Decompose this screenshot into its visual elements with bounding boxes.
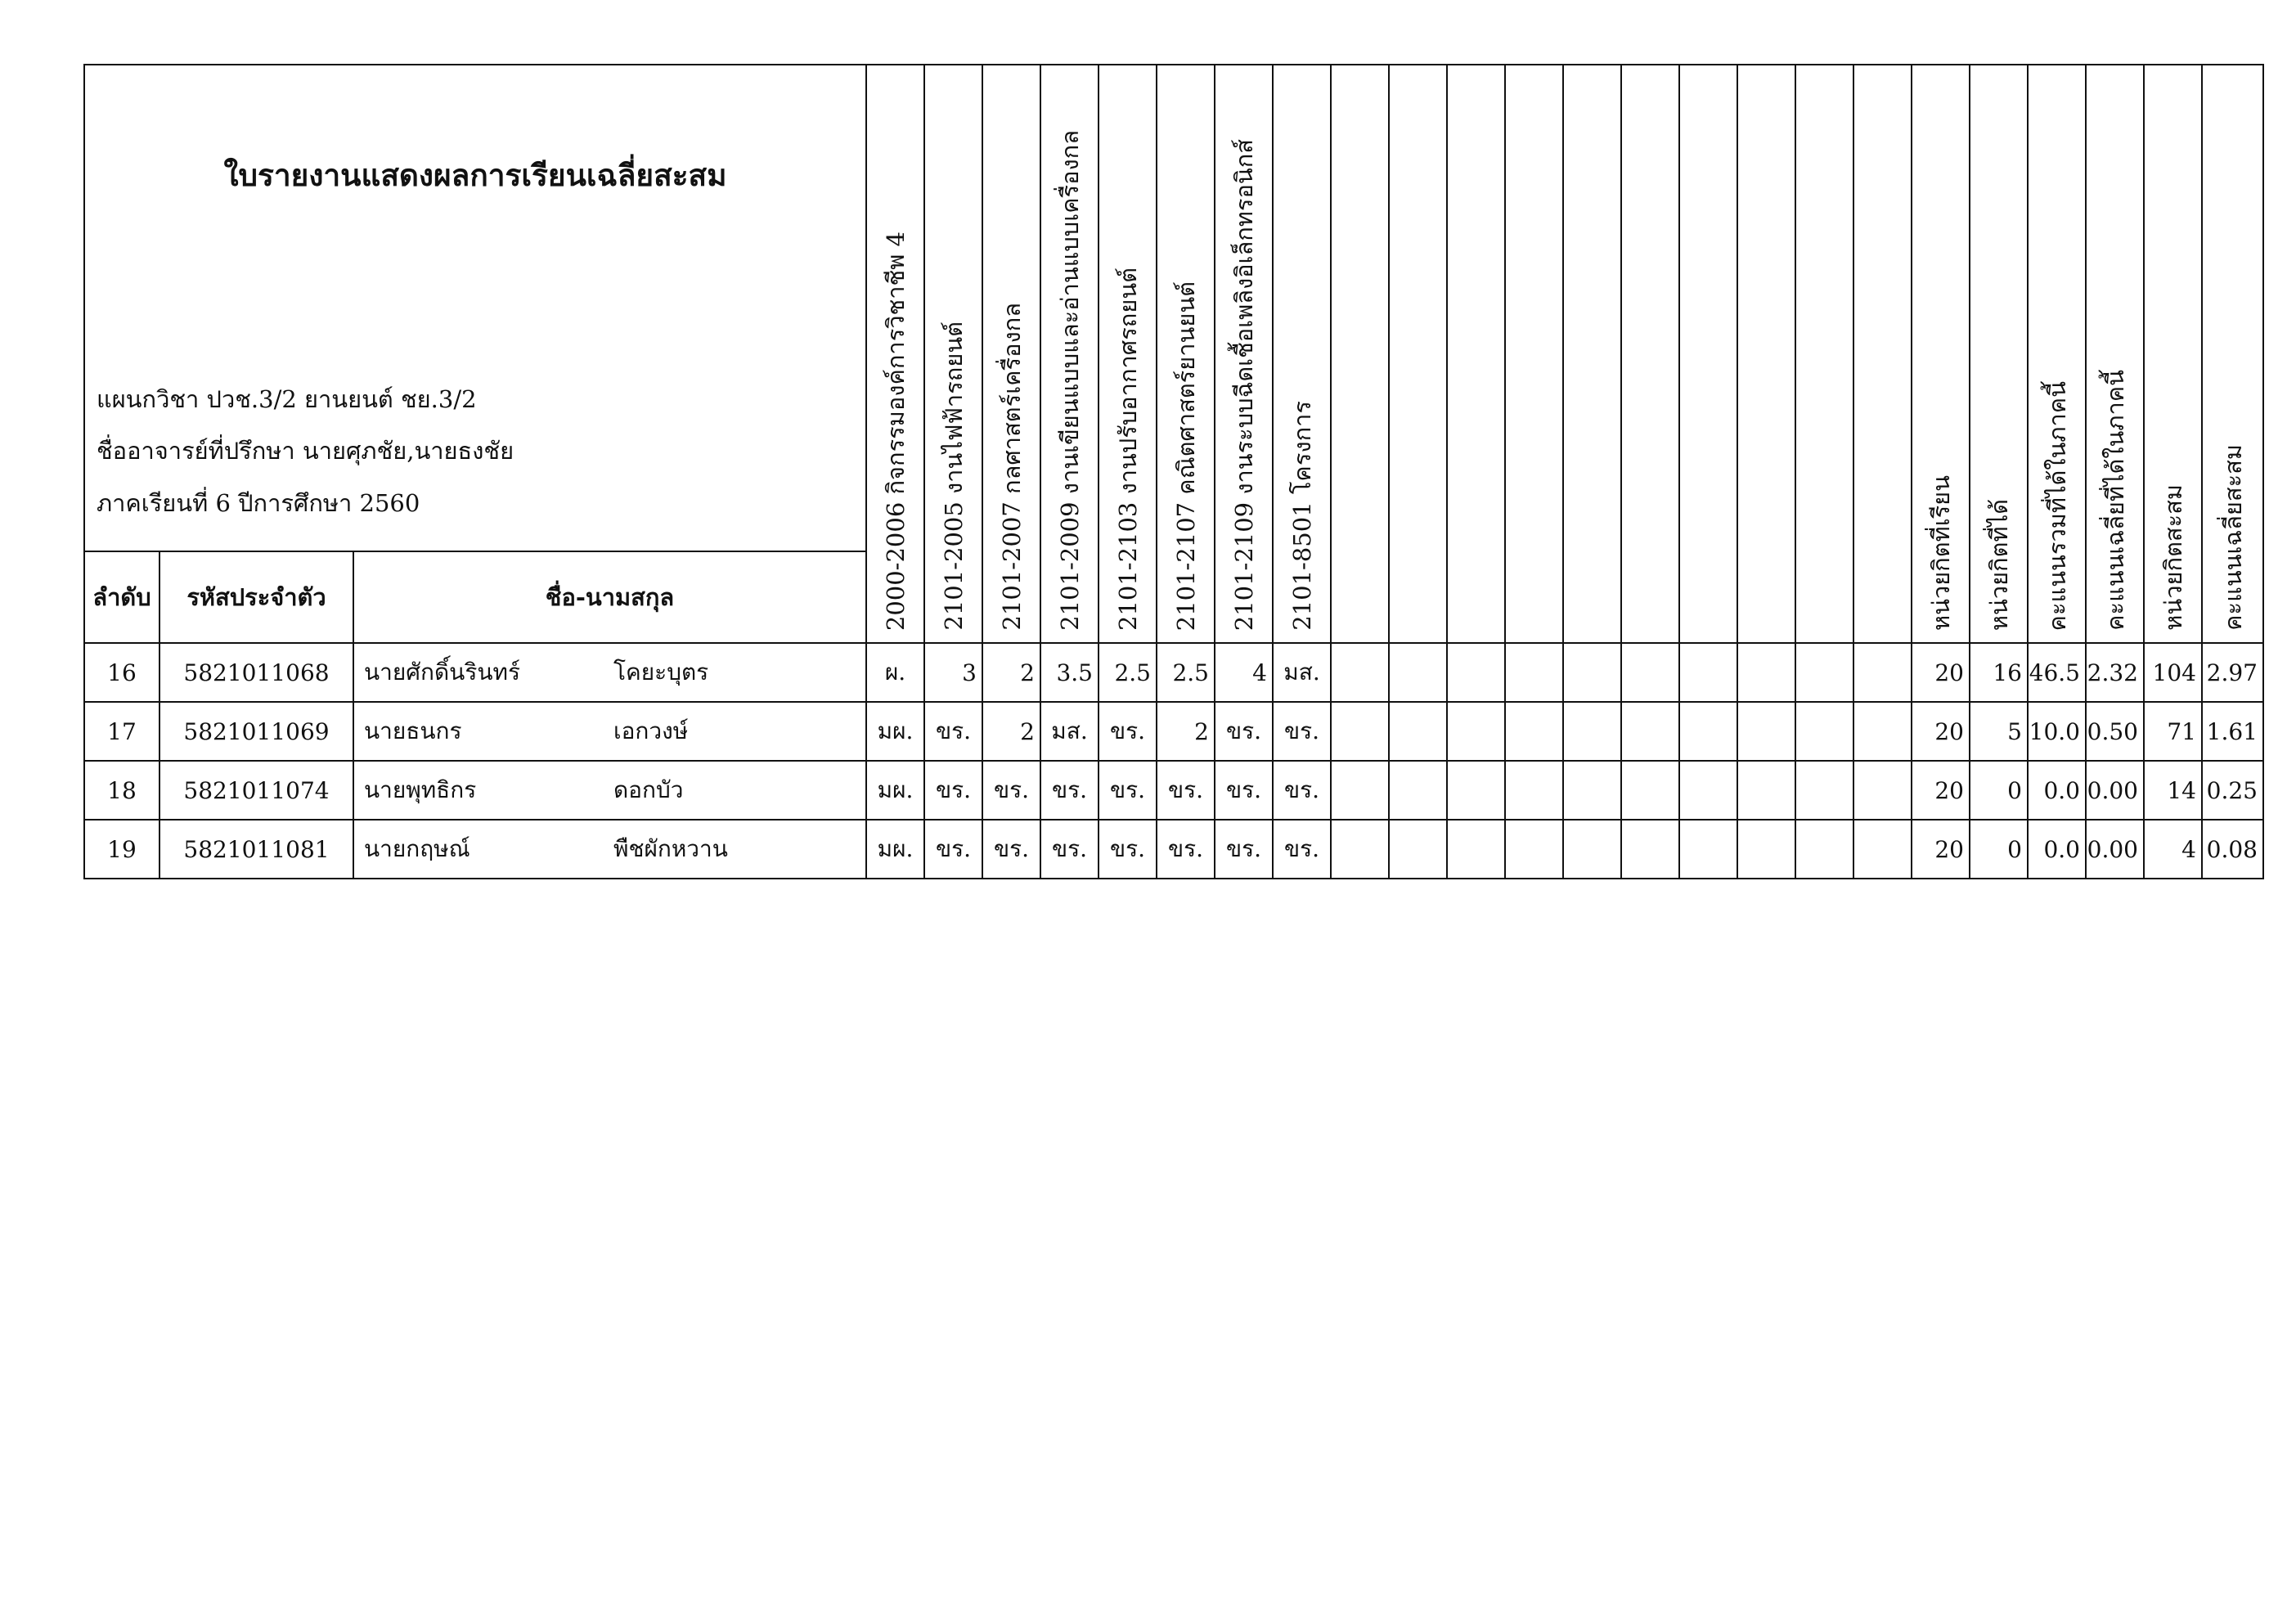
term-points-cell: 0.0 — [2028, 820, 2086, 879]
subject-header — [1099, 65, 1157, 643]
department-line: แผนกวิชา ปวช.3/2 ยานยนต์ ชย.3/2 — [97, 385, 477, 413]
empty-grade-cell — [1737, 643, 1795, 702]
summary-header — [2028, 65, 2086, 643]
name-cell — [353, 643, 866, 702]
order-cell: 17 — [84, 702, 160, 761]
cumulative-gpa-cell: 2.97 — [2202, 643, 2263, 702]
credits-enrolled-cell: 20 — [1912, 702, 1970, 761]
table-row — [84, 702, 2263, 761]
name-cell — [353, 702, 866, 761]
student-id-cell: 5821011074 — [160, 761, 353, 820]
report-title: ใบรายงานแสดงผลการเรียนเฉลี่ยสะสม — [223, 157, 727, 193]
name-wrapper — [354, 713, 865, 749]
student-rows — [84, 643, 2263, 879]
empty-grade-cell — [1737, 702, 1795, 761]
credits-enrolled-cell: 20 — [1912, 820, 1970, 879]
subject-header-label: 2101-2103 งานปรับอากาศรถยนต์ — [1113, 267, 1142, 631]
empty-grade-cell — [1679, 643, 1737, 702]
cumulative-credits-cell: 71 — [2144, 702, 2202, 761]
credits-enrolled-cell: 20 — [1912, 761, 1970, 820]
grade-cell: ขร. — [982, 820, 1040, 879]
cumulative-gpa-cell: 1.61 — [2202, 702, 2263, 761]
grade-report-table — [83, 64, 2264, 879]
credits-earned-cell: 5 — [1970, 702, 2028, 761]
empty-grade-cell — [1331, 702, 1389, 761]
empty-grade-cell — [1795, 643, 1853, 702]
table-row — [84, 761, 2263, 820]
subject-header — [1157, 65, 1215, 643]
grade-cell: ขร. — [1099, 820, 1157, 879]
empty-grade-cell — [1563, 820, 1621, 879]
empty-subject-header — [1505, 65, 1563, 643]
grade-cell: ขร. — [1040, 761, 1099, 820]
empty-grade-cell — [1621, 702, 1679, 761]
subject-header — [1215, 65, 1273, 643]
empty-grade-cell — [1853, 820, 1912, 879]
empty-grade-cell — [1447, 643, 1505, 702]
subject-header-label: 2101-2107 คณิตศาสตร์ยานยนต์ — [1171, 281, 1200, 631]
grade-cell: ขร. — [1215, 702, 1273, 761]
grade-cell: มผ. — [866, 761, 924, 820]
empty-grade-cell — [1737, 820, 1795, 879]
name-wrapper — [354, 772, 865, 808]
first-name: นายศักดิ์นรินทร์ — [364, 659, 520, 686]
order-header: ลำดับ — [84, 551, 160, 643]
empty-grade-cell — [1447, 820, 1505, 879]
empty-grade-cell — [1505, 761, 1563, 820]
empty-grade-cell — [1331, 643, 1389, 702]
empty-grade-cell — [1389, 643, 1447, 702]
term-gpa-cell: 0.50 — [2086, 702, 2144, 761]
order-cell: 18 — [84, 761, 160, 820]
empty-subject-header — [1621, 65, 1679, 643]
empty-grade-cell — [1679, 820, 1737, 879]
empty-grade-cell — [1679, 761, 1737, 820]
credits-earned-cell: 0 — [1970, 820, 2028, 879]
credits-enrolled-cell: 20 — [1912, 643, 1970, 702]
subject-header-label: 2101-2007 กลศาสตร์เครื่องกล — [997, 303, 1026, 631]
grade-cell: ผ. — [866, 643, 924, 702]
empty-grade-cell — [1795, 702, 1853, 761]
grade-cell: 2.5 — [1157, 643, 1215, 702]
empty-subject-header — [1389, 65, 1447, 643]
last-name: โคยะบุตร — [613, 659, 709, 686]
grade-cell: มส. — [1273, 643, 1331, 702]
name-cell — [353, 761, 866, 820]
first-name: นายกฤษณ์ — [364, 835, 470, 862]
empty-subject-header — [1795, 65, 1853, 643]
subject-header — [924, 65, 982, 643]
grade-cell: มส. — [1040, 702, 1099, 761]
subject-header-label: 2000-2006 กิจกรรมองค์การวิชาชีพ 4 — [881, 231, 910, 631]
summary-header-label: หน่วยกิตที่เรียน — [1926, 474, 1955, 631]
grade-cell: ขร. — [982, 761, 1040, 820]
report-info-block — [84, 65, 866, 551]
subject-header-label: 2101-2009 งานเขียนแบบและอ่านแบบเครื่องกล — [1055, 130, 1084, 631]
term-points-cell: 10.0 — [2028, 702, 2086, 761]
grade-cell: 3 — [924, 643, 982, 702]
summary-header — [1912, 65, 1970, 643]
empty-subject-header — [1563, 65, 1621, 643]
empty-grade-cell — [1505, 702, 1563, 761]
summary-header — [2144, 65, 2202, 643]
empty-grade-cell — [1505, 820, 1563, 879]
grade-cell: มผ. — [866, 702, 924, 761]
last-name: เอกวงษ์ — [613, 717, 689, 744]
summary-header — [1970, 65, 2028, 643]
empty-grade-cell — [1679, 702, 1737, 761]
grade-cell: ขร. — [1273, 761, 1331, 820]
grade-cell: 3.5 — [1040, 643, 1099, 702]
empty-grade-cell — [1447, 761, 1505, 820]
empty-grade-cell — [1621, 643, 1679, 702]
cumulative-gpa-cell: 0.25 — [2202, 761, 2263, 820]
term-points-cell: 0.0 — [2028, 761, 2086, 820]
term-gpa-cell: 0.00 — [2086, 820, 2144, 879]
empty-subject-header — [1331, 65, 1389, 643]
summary-header-label: คะแนนเฉลี่ยที่ได้ในภาคนี้ — [2101, 370, 2129, 631]
first-name: นายธนกร — [364, 717, 462, 744]
cumulative-gpa-cell: 0.08 — [2202, 820, 2263, 879]
empty-grade-cell — [1853, 761, 1912, 820]
summary-header-label: หน่วยกิตสะสม — [2159, 484, 2187, 631]
empty-grade-cell — [1389, 702, 1447, 761]
grade-cell: ขร. — [1157, 820, 1215, 879]
grade-cell: ขร. — [924, 820, 982, 879]
name-wrapper — [354, 654, 865, 690]
subject-header-label: 2101-2005 งานไฟฟ้ารถยนต์ — [939, 321, 968, 631]
semester-line: ภาคเรียนที่ 6 ปีการศึกษา 2560 — [97, 489, 420, 517]
cumulative-credits-cell: 4 — [2144, 820, 2202, 879]
first-name: นายพุทธิกร — [364, 776, 477, 803]
empty-grade-cell — [1331, 820, 1389, 879]
empty-grade-cell — [1795, 820, 1853, 879]
subject-header-label: 2101-8501 โครงการ — [1287, 401, 1316, 631]
student-id-cell: 5821011068 — [160, 643, 353, 702]
advisor-line: ชื่ออาจารย์ที่ปรึกษา นายศุภชัย,นายธงชัย — [97, 437, 514, 465]
table-row — [84, 820, 2263, 879]
grade-cell: 2.5 — [1099, 643, 1157, 702]
empty-subject-header — [1679, 65, 1737, 643]
empty-grade-cell — [1621, 761, 1679, 820]
empty-grade-cell — [1389, 820, 1447, 879]
subject-header — [1273, 65, 1331, 643]
credits-earned-cell: 0 — [1970, 761, 2028, 820]
grade-cell: ขร. — [1273, 702, 1331, 761]
empty-grade-cell — [1621, 820, 1679, 879]
order-cell: 16 — [84, 643, 160, 702]
summary-header — [2086, 65, 2144, 643]
last-name: ดอกบัว — [613, 776, 684, 803]
name-header: ชื่อ-นามสกุล — [353, 551, 866, 643]
cumulative-credits-cell: 14 — [2144, 761, 2202, 820]
name-wrapper — [354, 831, 865, 867]
empty-grade-cell — [1737, 761, 1795, 820]
grade-cell: 2 — [982, 702, 1040, 761]
student-id-cell: 5821011081 — [160, 820, 353, 879]
empty-grade-cell — [1447, 702, 1505, 761]
empty-subject-header — [1447, 65, 1505, 643]
empty-grade-cell — [1563, 761, 1621, 820]
empty-grade-cell — [1563, 643, 1621, 702]
cumulative-credits-cell: 104 — [2144, 643, 2202, 702]
grade-cell: 4 — [1215, 643, 1273, 702]
grade-cell: 2 — [982, 643, 1040, 702]
summary-header-label: หน่วยกิตที่ได้ — [1984, 498, 2013, 631]
subject-header — [1040, 65, 1099, 643]
last-name: พืชผักหวาน — [613, 835, 728, 862]
summary-header — [2202, 65, 2263, 643]
term-gpa-cell: 2.32 — [2086, 643, 2144, 702]
empty-grade-cell — [1389, 761, 1447, 820]
empty-grade-cell — [1331, 761, 1389, 820]
summary-header-label: คะแนนรวมที่ได้ในภาคนี้ — [2042, 380, 2071, 631]
summary-header-label: คะแนนเฉลี่ยสะสม — [2218, 444, 2247, 631]
credits-earned-cell: 16 — [1970, 643, 2028, 702]
empty-grade-cell — [1505, 643, 1563, 702]
student-id-cell: 5821011069 — [160, 702, 353, 761]
header-top-row — [84, 65, 2263, 551]
subject-header — [982, 65, 1040, 643]
grade-cell: ขร. — [1099, 761, 1157, 820]
grade-cell: มผ. — [866, 820, 924, 879]
grade-cell: ขร. — [924, 702, 982, 761]
empty-grade-cell — [1853, 643, 1912, 702]
term-points-cell: 46.5 — [2028, 643, 2086, 702]
empty-subject-header — [1737, 65, 1795, 643]
grade-cell: ขร. — [1215, 761, 1273, 820]
grade-cell: 2 — [1157, 702, 1215, 761]
grade-cell: ขร. — [1273, 820, 1331, 879]
student-id-header: รหัสประจำตัว — [160, 551, 353, 643]
grade-cell: ขร. — [1215, 820, 1273, 879]
empty-grade-cell — [1563, 702, 1621, 761]
table-row — [84, 643, 2263, 702]
grade-cell: ขร. — [1040, 820, 1099, 879]
name-cell — [353, 820, 866, 879]
empty-grade-cell — [1795, 761, 1853, 820]
empty-grade-cell — [1853, 702, 1912, 761]
grade-cell: ขร. — [1157, 761, 1215, 820]
term-gpa-cell: 0.00 — [2086, 761, 2144, 820]
subject-header-label: 2101-2109 งานระบบฉีดเชื้อเพลิงอิเล็กทรอนิกส์ — [1229, 138, 1258, 631]
grade-cell: ขร. — [1099, 702, 1157, 761]
grade-cell: ขร. — [924, 761, 982, 820]
empty-subject-header — [1853, 65, 1912, 643]
order-cell: 19 — [84, 820, 160, 879]
subject-header — [866, 65, 924, 643]
